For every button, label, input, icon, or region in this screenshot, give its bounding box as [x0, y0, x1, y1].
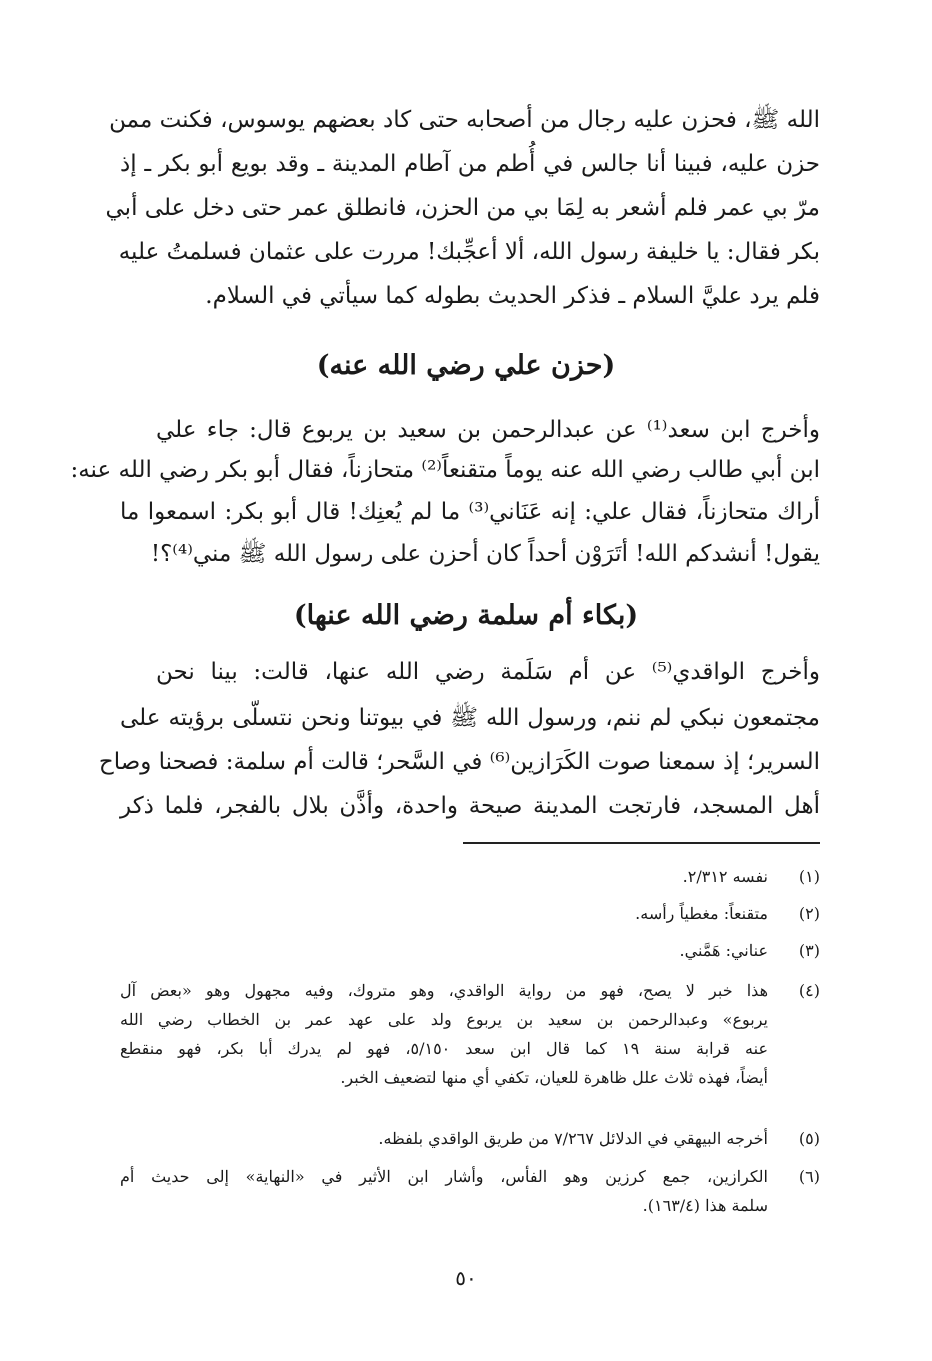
footnote-number: (٢) — [798, 904, 820, 923]
body-line: الله ﷺ، فحزن عليه رجال من أصحابه حتى كاد بعضهم يوسوس، فكنت ممن — [109, 107, 820, 133]
section-heading: (حزن علي رضي الله عنه) — [316, 350, 616, 381]
footnote-line: عناني: هَمَّني. — [679, 941, 768, 960]
footnote-line: نفسه ٢/٣١٢. — [682, 867, 768, 886]
footnote-separator — [463, 842, 820, 844]
body-line: مرّ بي عمر فلم أشعر به لِمَا بي من الحزن، فانطلق عمر حتى دخل على أبي — [105, 195, 820, 221]
footnote-line: يربوع» وعبدالرحمن بن سعيد بن يربوع ولد على عهد عمر بن الخطاب رضي الله — [120, 1010, 768, 1029]
footnote-line: هذا خبر لا يصح، فهو من رواية الواقدي، وهو متروك، وفيه مجهول وهو «بعض آل — [120, 981, 768, 1000]
footnote-number: (٦) — [798, 1167, 820, 1186]
body-line: ابن أبي طالب رضي الله عنه يوماً متقنعاً⁽²⁾ متحازناً، فقال أبو بكر رضي الله عنه: — [70, 457, 820, 483]
footnote-number: (٤) — [798, 981, 820, 1000]
footnote-line: أيضاً، فهذه ثلاث علل ظاهرة للعيان، تكفي أي منها لتضعيف الخبر. — [340, 1068, 768, 1087]
footnote-line: متقنعاً: مغطياً رأسه. — [635, 904, 768, 923]
footnote-line: الكرازين، جمع كرزين وهو الفأس، وأشار ابن الأثير في «النهاية» إلى حديث أم — [120, 1167, 768, 1186]
body-line: السرير؛ إذ سمعنا صوت الكَرَازين⁽⁶⁾ في السَّحر؛ قالت أم سلمة: فصحنا وصاح — [98, 749, 820, 775]
footnote-line: سلمة هذا (١٦٣/٤). — [642, 1196, 768, 1215]
footnote-number: (١) — [798, 867, 820, 886]
body-line: وأخرج ابن سعد⁽¹⁾ عن عبدالرحمن بن سعيد بن يربوع قال: جاء علي — [156, 417, 820, 443]
page-number: ٥٠ — [455, 1266, 477, 1290]
body-line: مجتمعون نبكي لم ننم، ورسول الله ﷺ في بيوتنا ونحن نتسلّى برؤيته على — [120, 705, 820, 731]
body-line: يقول! أنشدكم الله! أتَرَوْن أحداً كان أحزن على رسول الله ﷺ مني⁽⁴⁾؟! — [150, 541, 820, 567]
footnote-number: (٣) — [798, 941, 820, 960]
body-line: أهل المسجد، فارتجت المدينة صيحة واحدة، وأذَّن بلال بالفجر، فلما ذكر — [120, 793, 820, 819]
body-line: حزن عليه، فبينا أنا جالس في أُطم من آطام المدينة ـ وقد بويع أبو بكر ـ إذ — [120, 151, 820, 177]
footnote-line: أخرجه البيهقي في الدلائل ٧/٢٦٧ من طريق الواقدي بلفظه. — [378, 1129, 768, 1148]
footnote-number: (٥) — [798, 1129, 820, 1148]
body-line: فلم يرد عليَّ السلام ـ فذكر الحديث بطوله كما سيأتي في السلام. — [205, 283, 820, 309]
section-heading: (بكاء أم سلمة رضي الله عنها) — [293, 600, 639, 631]
body-line: أراك متحازناً، فقال علي: إنه عَنَاني⁽³⁾ ما لم يُعنِك! قال أبو بكر: اسمعوا ما — [120, 499, 820, 525]
body-line: وأخرج الواقدي⁽⁵⁾ عن أم سَلَمة رضي الله عنها، قالت: بينا نحن — [156, 659, 820, 685]
footnote-line: عنه قرابة سنة ١٩ كما قال ابن سعد ٥/١٥٠، فهو لم يدرك أبا بكر، فهو منقطع — [120, 1039, 768, 1058]
body-line: بكر فقال: يا خليفة رسول الله، ألا أعجِّبك! مررت على عثمان فسلمتُ عليه — [118, 239, 820, 265]
